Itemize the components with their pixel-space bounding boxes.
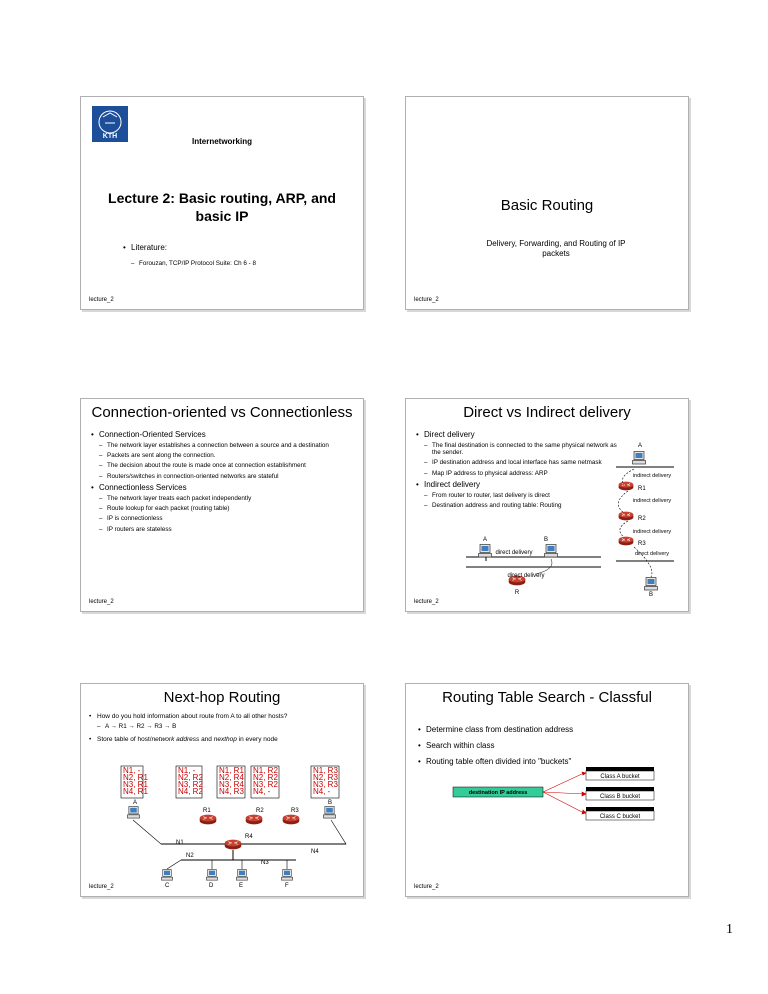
router-r3-icon bbox=[283, 815, 300, 825]
bullet-connection-oriented: • Connection-Oriented Services bbox=[89, 430, 355, 439]
slide-footer: lecture_2 bbox=[414, 599, 439, 605]
svg-text:N2, R4: N2, R4 bbox=[219, 773, 244, 782]
svg-text:Class C bucket: Class C bucket bbox=[599, 814, 641, 820]
svg-text:N3, R2: N3, R2 bbox=[253, 780, 278, 789]
bullet-sub: – IP is connectionless bbox=[89, 515, 355, 522]
bullet-store: • Store table of host/network address and nexthop in every node bbox=[87, 736, 357, 743]
slide-basic-routing bbox=[405, 96, 689, 310]
lecture-title: Lecture 2: Basic routing, ARP, and basic IP bbox=[108, 190, 336, 224]
bullet-sub: – IP routers are stateless bbox=[89, 526, 355, 533]
slide-title bbox=[80, 96, 364, 310]
host-d-icon bbox=[206, 869, 217, 880]
routing-table-r3 bbox=[251, 766, 279, 798]
bullet-sub: – Map IP address to physical address: ARP bbox=[414, 470, 619, 477]
node-b-label: B bbox=[328, 800, 333, 806]
router-r1-icon bbox=[200, 815, 217, 825]
slide-footer: lecture_2 bbox=[414, 297, 439, 303]
bullet-sub: – Routers/switches in connection-oriented networks are stateful bbox=[89, 473, 355, 480]
slide-routing-table-search bbox=[405, 683, 689, 897]
bucket-b bbox=[586, 787, 654, 800]
slide-subtitle: Delivery, Forwarding, and Routing of IP packets bbox=[486, 239, 626, 258]
host-e-icon bbox=[236, 869, 247, 880]
host-d-label: D bbox=[209, 883, 214, 889]
node-r1-label: R1 bbox=[203, 808, 211, 814]
host-c-icon bbox=[161, 869, 172, 880]
label-chain-b: B bbox=[648, 592, 654, 598]
page-number: 1 bbox=[726, 922, 733, 937]
label-chain-a: A bbox=[637, 443, 643, 449]
svg-text:N3, R3: N3, R3 bbox=[313, 780, 338, 789]
svg-text:N4, -: N4, - bbox=[313, 787, 331, 796]
bullet-sub: – The final destination is connected to the same physical network as the sender. bbox=[414, 442, 619, 456]
delivery-diagram bbox=[406, 399, 688, 611]
bullet-sub: – The decision about the route is made once at connection establishment bbox=[89, 462, 355, 469]
bullet-question: • How do you hold information about route from A to all other hosts? bbox=[87, 713, 357, 720]
label-indirect-2: indirect delivery bbox=[632, 498, 672, 504]
router-r4-icon bbox=[225, 840, 242, 850]
slide-next-hop bbox=[80, 683, 364, 897]
bullet-buckets: • Routing table often divided into "buckets" bbox=[416, 757, 680, 766]
routing-table-r2 bbox=[217, 766, 245, 798]
host-e-label: E bbox=[239, 883, 244, 889]
label-r1: R1 bbox=[638, 486, 646, 492]
svg-text:N2, R3: N2, R3 bbox=[313, 773, 338, 782]
label-direct-3: direct delivery bbox=[635, 551, 669, 557]
slide-footer: lecture_2 bbox=[89, 297, 114, 303]
slide-direct-indirect bbox=[405, 398, 689, 612]
svg-text:N1, -: N1, - bbox=[178, 766, 196, 775]
svg-text:N1, -: N1, - bbox=[123, 766, 141, 775]
router-r3-icon bbox=[619, 537, 634, 546]
label-r2: R2 bbox=[638, 516, 646, 522]
label-direct-2: direct delivery bbox=[507, 573, 545, 579]
bullet-determine-class: • Determine class from destination address bbox=[416, 725, 680, 734]
slide-footer: lecture_2 bbox=[89, 884, 114, 890]
bullet-sub: – Destination address and routing table: Routing bbox=[414, 502, 619, 509]
svg-text:N2, R2: N2, R2 bbox=[178, 773, 203, 782]
bullet-sub: – Route lookup for each packet (routing table) bbox=[89, 505, 355, 512]
host-b-icon bbox=[545, 545, 558, 558]
bucket-diagram bbox=[406, 684, 688, 896]
slide-title-text: Connection-oriented vs Connectionless bbox=[91, 404, 353, 421]
svg-text:N4, R3: N4, R3 bbox=[219, 787, 244, 796]
router-r2-icon bbox=[619, 512, 634, 521]
routing-table-b bbox=[311, 766, 339, 798]
literature-item: – Forouzan, TCP/IP Protocol Suite: Ch 6 - 8 bbox=[121, 260, 353, 267]
svg-text:N4, -: N4, - bbox=[253, 787, 271, 796]
slide-title-text: Direct vs Indirect delivery bbox=[463, 404, 631, 421]
network-n2-label: N2 bbox=[186, 853, 194, 859]
route-path: – A → R1 → R2 → R3 → B bbox=[87, 723, 357, 730]
label-b: B bbox=[543, 537, 549, 543]
slide-footer: lecture_2 bbox=[414, 884, 439, 890]
bullet-sub: – The network layer treats each packet independently bbox=[89, 495, 355, 502]
routing-table-r1 bbox=[176, 766, 203, 798]
svg-text:N2, R2: N2, R2 bbox=[253, 773, 278, 782]
chain-host-b-icon bbox=[645, 578, 658, 591]
bullet-search-within: • Search within class bbox=[416, 741, 680, 750]
svg-text:N4, R2: N4, R2 bbox=[178, 787, 203, 796]
label-r: R bbox=[514, 590, 520, 596]
host-a-icon bbox=[127, 806, 139, 818]
svg-text:KTH: KTH bbox=[102, 133, 118, 140]
slide-title-text: Routing Table Search - Classful bbox=[442, 689, 652, 706]
node-r2-label: R2 bbox=[256, 808, 264, 814]
label-indirect-1: indirect delivery bbox=[632, 473, 672, 479]
header-text: Internetworking bbox=[191, 137, 252, 146]
routing-table-a bbox=[121, 766, 148, 798]
network-n1-label: N1 bbox=[176, 840, 184, 846]
svg-text:N1, R2: N1, R2 bbox=[253, 766, 278, 775]
host-b-icon bbox=[323, 806, 335, 818]
destination-label: destination IP address bbox=[468, 790, 528, 796]
bucket-a bbox=[586, 767, 654, 780]
svg-text:Class B bucket: Class B bucket bbox=[599, 794, 641, 800]
svg-text:N2, R1: N2, R1 bbox=[123, 773, 148, 782]
slide-title-text: Next-hop Routing bbox=[163, 689, 281, 706]
svg-text:Class A bucket: Class A bucket bbox=[600, 774, 640, 780]
slide-footer: lecture_2 bbox=[89, 599, 114, 605]
node-r3-label: R3 bbox=[291, 808, 299, 814]
router-r2-icon bbox=[246, 815, 263, 825]
svg-text:N1, R1: N1, R1 bbox=[219, 766, 244, 775]
svg-text:N3, R1: N3, R1 bbox=[123, 780, 148, 789]
svg-text:N1, R3: N1, R3 bbox=[313, 766, 338, 775]
slide-connection-oriented bbox=[80, 398, 364, 612]
bullet-sub: – Packets are sent along the connection. bbox=[89, 452, 355, 459]
bullet-indirect: • Indirect delivery bbox=[414, 480, 619, 489]
bullet-sub: – From router to router, last delivery is direct bbox=[414, 492, 619, 499]
bullet-direct: • Direct delivery bbox=[414, 430, 619, 439]
next-hop-diagram bbox=[81, 684, 363, 896]
slide-title-text: Basic Routing bbox=[500, 197, 594, 214]
svg-text:N4, R1: N4, R1 bbox=[123, 787, 148, 796]
svg-text:N3, R2: N3, R2 bbox=[178, 780, 203, 789]
bullet-sub: – IP destination address and local interface has same netmask bbox=[414, 459, 619, 466]
svg-text:N3, R4: N3, R4 bbox=[219, 780, 244, 789]
network-n3-label: N3 bbox=[261, 860, 269, 866]
bucket-c bbox=[586, 807, 654, 820]
label-a: A bbox=[482, 537, 488, 543]
host-a-icon bbox=[479, 545, 492, 558]
host-f-icon bbox=[281, 869, 292, 880]
bullet-connectionless: • Connectionless Services bbox=[89, 483, 355, 492]
router-r1-icon bbox=[619, 482, 634, 491]
bullet-sub: – The network layer establishes a connection between a source and a destination bbox=[89, 442, 355, 449]
chain-host-a-icon bbox=[633, 452, 646, 465]
label-indirect-3: indirect delivery bbox=[632, 529, 672, 535]
node-a-label: A bbox=[133, 800, 138, 806]
label-r3: R3 bbox=[638, 541, 646, 547]
literature-bullet: • Literature: bbox=[121, 243, 353, 252]
node-r4-label: R4 bbox=[245, 834, 253, 840]
host-f-label: F bbox=[285, 883, 289, 889]
network-n4-label: N4 bbox=[311, 849, 319, 855]
label-direct-1: direct delivery bbox=[495, 550, 533, 556]
host-c-label: C bbox=[165, 883, 170, 889]
